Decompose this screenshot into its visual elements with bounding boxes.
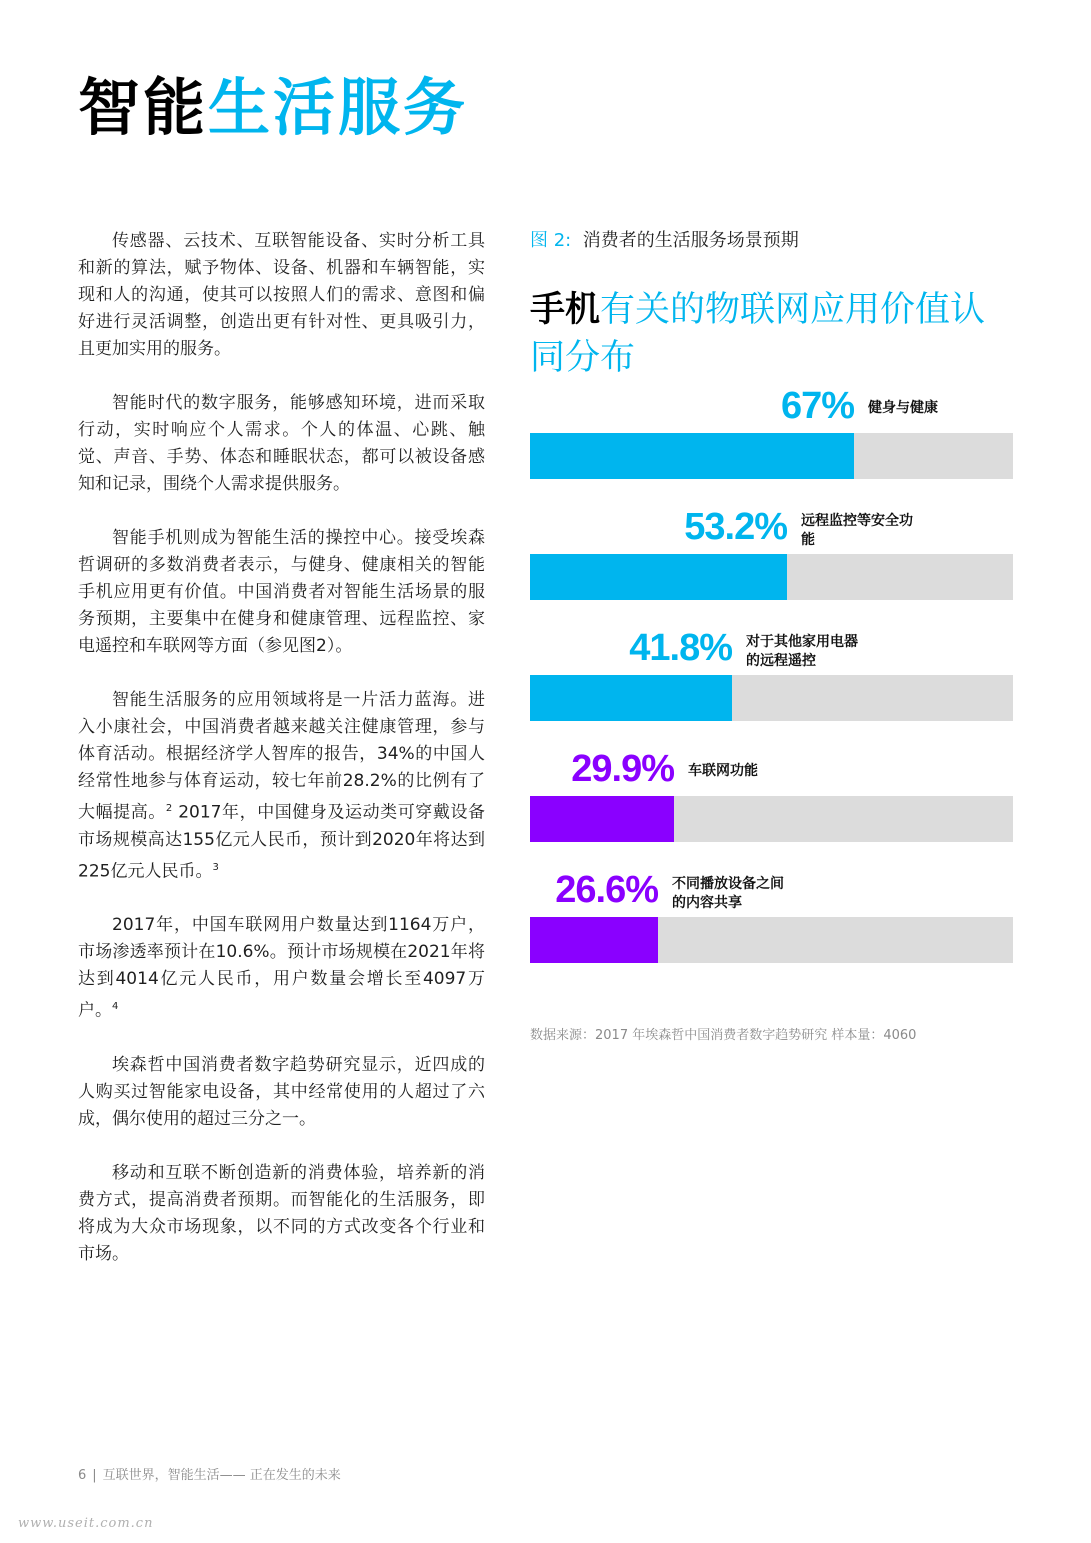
bar-category-label: 健身与健康 bbox=[868, 400, 938, 416]
page-title bbox=[78, 68, 468, 148]
bar-track bbox=[530, 554, 1013, 600]
bar-track bbox=[530, 433, 1013, 479]
figure-caption bbox=[530, 228, 799, 254]
bar-track bbox=[530, 675, 1013, 721]
footnote-ref-2: 2 bbox=[165, 803, 173, 814]
bar-track bbox=[530, 917, 1013, 963]
footer-divider: | bbox=[92, 1468, 97, 1483]
bar bbox=[530, 433, 854, 479]
bar-value-label: 26.6% bbox=[555, 869, 658, 911]
bar-value-label: 53.2% bbox=[684, 506, 787, 548]
paragraph-7: 移动和互联不断创造新的消费体验，培养新的消费方式，提高消费者预期。而智能化的生活服务，即将成为大众市场现象，以不同的方式改变各个行业和市场。 bbox=[78, 1162, 485, 1264]
chart-title bbox=[530, 286, 1010, 382]
bar-category-label: 车联网功能 bbox=[688, 763, 758, 779]
paragraph-6: 埃森哲中国消费者数字趋势研究显示，近四成的人购买过智能家电设备，其中经常使用的人超过了六成，偶尔使用的超过三分之一。 bbox=[78, 1054, 485, 1129]
footnote-ref-4: 4 bbox=[112, 1001, 119, 1013]
bar bbox=[530, 675, 732, 721]
footnote-ref-3: 3 bbox=[212, 861, 219, 873]
bar-chart bbox=[530, 380, 1013, 980]
bar-category-label: 远程监控等安全功能 bbox=[801, 513, 913, 548]
watermark: www.useit.com.cn bbox=[18, 1516, 154, 1531]
data-source-note: 数据来源：2017 年埃森哲中国消费者数字趋势研究 样本量：4060 bbox=[530, 1028, 917, 1043]
paragraph-4-text-a: 智能生活服务的应用领域将是一片活力蓝海。进入小康社会，中国消费者越来越关注健康管理，参与体育活动。根据经济学人智库的报告，34%的中国人经常性地参与体育运动，较七年前28.2%的比例有了大幅提高。 bbox=[78, 690, 485, 823]
page-number: 6 bbox=[78, 1468, 87, 1483]
bar bbox=[530, 554, 787, 600]
figure-caption-text: 消费者的生活服务场景预期 bbox=[582, 230, 799, 251]
bar-value-label: 67% bbox=[780, 385, 854, 427]
bar-value-label: 41.8% bbox=[629, 627, 732, 669]
bar bbox=[530, 917, 658, 963]
paragraph-3: 智能手机则成为智能生活的操控中心。接受埃森哲调研的多数消费者表示，与健身、健康相关的智能手机应用更有价值。中国消费者对智能生活场景的服务预期，主要集中在健身和健康管理、远程监控、家电遥控和车联网等方面（参见图2）。 bbox=[78, 528, 485, 656]
paragraph-2: 智能时代的数字服务，能够感知环境，进而采取行动，实时响应个人需求。个人的体温、心跳、触觉、声音、手势、体态和睡眠状态，都可以被设备感知和记录，围绕个人需求提供服务。 bbox=[78, 393, 485, 494]
bar-value-label: 29.9% bbox=[571, 748, 674, 790]
page-title-part-1: 智能 bbox=[78, 71, 209, 144]
figure-number: 图 2: bbox=[530, 230, 572, 251]
paragraph-4-text-b: 2017年，中国健身及运动类可穿戴设备市场规模高达155亿元人民币，预计到2020年将达到225亿元人民币。 bbox=[78, 802, 486, 882]
page-title-part-2: 生活服务 bbox=[208, 71, 469, 144]
paragraph-5-text: 2017年，中国车联网用户数量达到1164万户，市场渗透率预计在10.6%。预计市场规模在2021年将达到4014亿元人民币，用户数量会增长至4097万户。 bbox=[78, 915, 485, 1021]
article-body bbox=[78, 228, 485, 1295]
paragraph-4 bbox=[78, 687, 485, 885]
bar bbox=[530, 796, 674, 842]
bar-category-label: 不同播放设备之间的内容共享 bbox=[672, 876, 784, 911]
paragraph-1: 传感器、云技术、互联智能设备、实时分析工具和新的算法，赋予物体、设备、机器和车辆智能，实现和人的沟通，使其可以按照人们的需求、意图和偏好进行灵活调整，创造出更有针对性、更具吸引力，且更加实用的服务。 bbox=[78, 231, 485, 359]
chart-title-rest: 有关的物联网应用价值认同分布 bbox=[530, 290, 986, 378]
bar-category-label: 对于其他家用电器的远程遥控 bbox=[746, 634, 858, 669]
page-footer bbox=[78, 1464, 341, 1483]
paragraph-5 bbox=[78, 912, 485, 1025]
bar-track bbox=[530, 796, 1013, 842]
footer-text: 互联世界，智能生活—— 正在发生的未来 bbox=[102, 1468, 341, 1483]
chart-title-emphasis: 手机 bbox=[530, 290, 601, 330]
